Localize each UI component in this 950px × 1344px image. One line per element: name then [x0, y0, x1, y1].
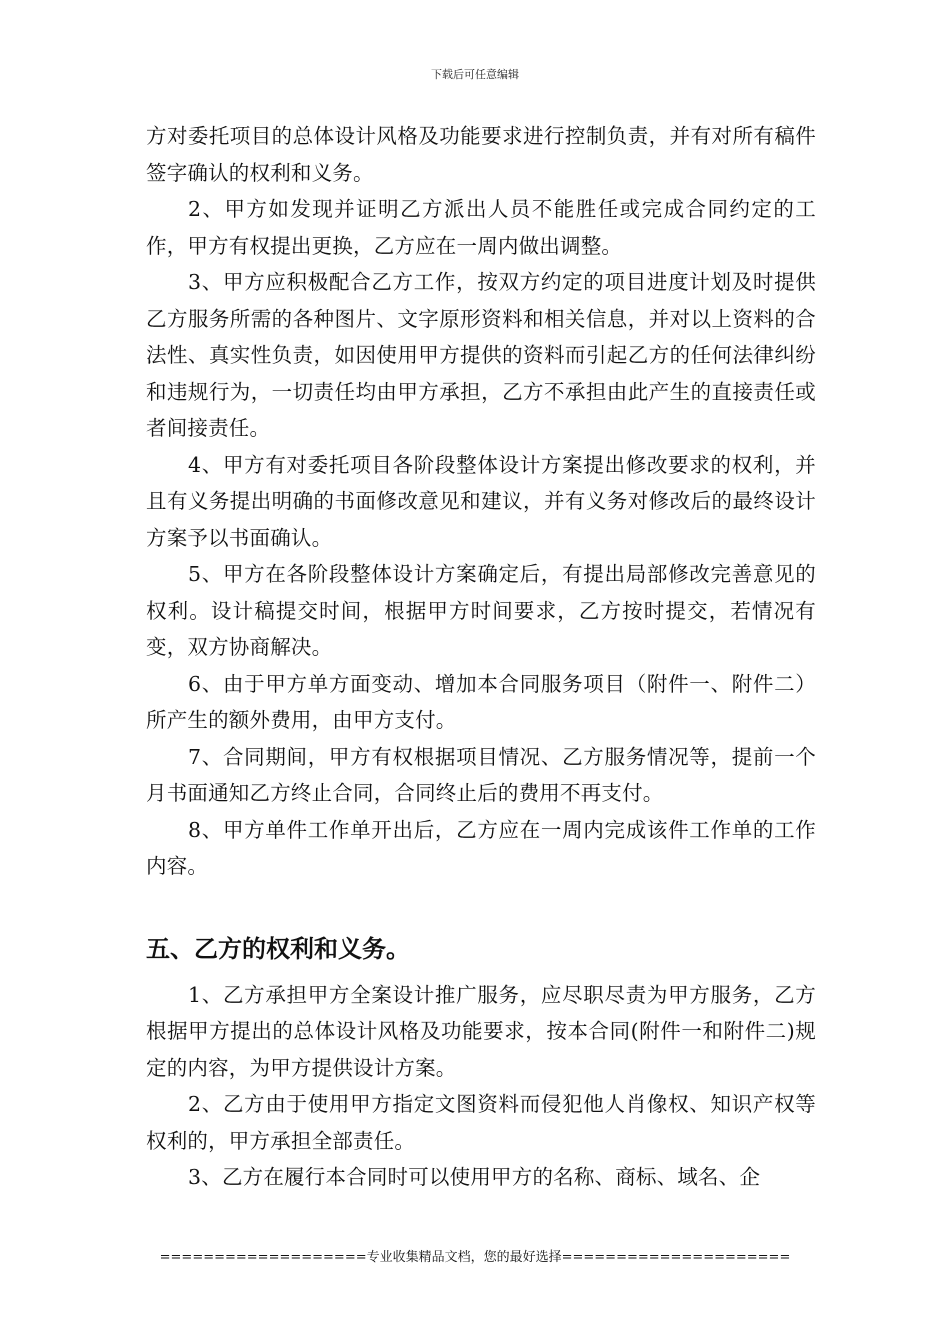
clause-5-3: 3、乙方在履行本合同时可以使用甲方的名称、商标、域名、企 [188, 1165, 761, 1189]
clause-4-3: 3、甲方应积极配合乙方工作，按双方约定的项目进度计划及时提供乙方服务所需的各种图片、文字原形资料和相关信息，并对以上资料的合法性、真实性负责，如因使用甲方提供的资料而引起乙方的任何法律纠纷和违规行为，一切责任均由甲方承担，乙方不承担由此产生的直接责任或者间接责任。 [146, 270, 816, 440]
paragraph-continuation: 方对委托项目的总体设计风格及功能要求进行控制负责，并有对所有稿件签字确认的权利和义务。 [146, 124, 816, 185]
page-footer: ===================专业收集精品文档，您的最好选择===================== [159, 1250, 791, 1265]
page-header: 下载后可任意编辑 [431, 68, 519, 81]
document-body [146, 118, 816, 1196]
clause-4-8: 8、甲方单件工作单开出后，乙方应在一周内完成该件工作单的工作内容。 [146, 817, 816, 878]
clause-4-4: 4、甲方有对委托项目各阶段整体设计方案提出修改要求的权利，并且有义务提出明确的书面修改意见和建议，并有义务对修改后的最终设计方案予以书面确认。 [146, 452, 816, 550]
clause-5-1: 1、乙方承担甲方全案设计推广服务，应尽职尽责为甲方服务，乙方根据甲方提出的总体设计风格及功能要求，按本合同(附件一和附件二)规定的内容，为甲方提供设计方案。 [146, 982, 816, 1080]
clause-5-2: 2、乙方由于使用甲方指定文图资料而侵犯他人肖像权、知识产权等权利的，甲方承担全部责任。 [146, 1092, 816, 1153]
clause-4-7: 7、合同期间，甲方有权根据项目情况、乙方服务情况等，提前一个月书面通知乙方终止合同，合同终止后的费用不再支付。 [146, 744, 816, 805]
clause-4-2: 2、甲方如发现并证明乙方派出人员不能胜任或完成合同约定的工作，甲方有权提出更换，乙方应在一周内做出调整。 [146, 197, 816, 258]
section-heading-5: 五、乙方的权利和义务。 [146, 934, 410, 963]
clause-4-5: 5、甲方在各阶段整体设计方案确定后，有提出局部修改完善意见的权利。设计稿提交时间，根据甲方时间要求，乙方按时提交，若情况有变，双方协商解决。 [146, 562, 816, 659]
clause-4-6: 6、由于甲方单方面变动、增加本合同服务项目（附件一、附件二）所产生的额外费用，由甲方支付。 [146, 671, 816, 732]
